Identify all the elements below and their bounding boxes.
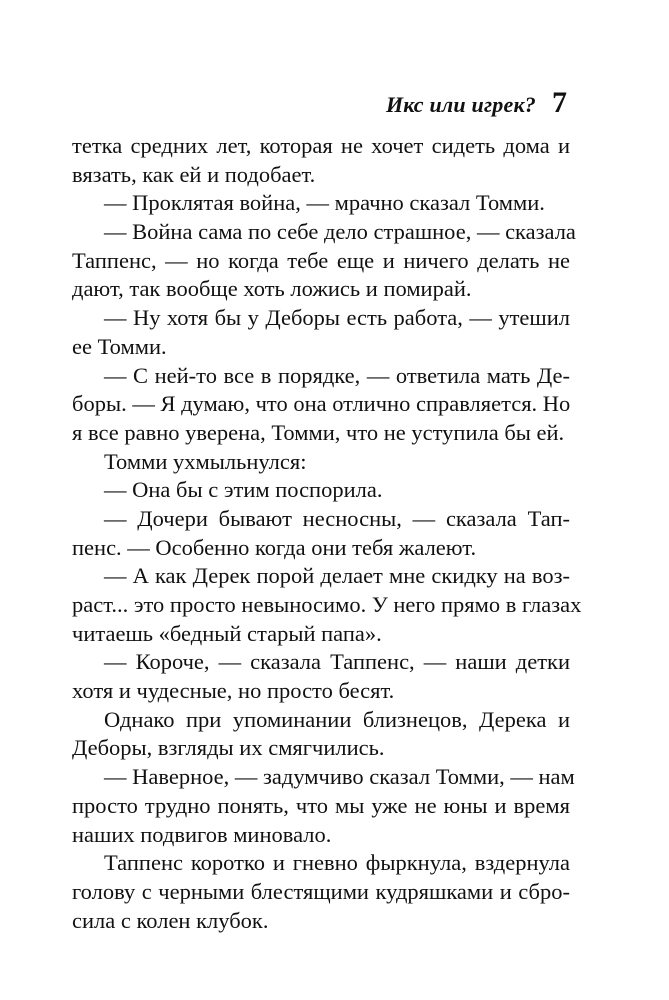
body-text	[72, 132, 582, 935]
text-line: читаешь «бедный старый папа».	[72, 620, 382, 646]
text-line: вязать, как ей и подобает.	[72, 161, 316, 187]
text-line: Таппенс, — но когда тебе еще и ничего делать не	[72, 247, 570, 273]
text-line: раст... это просто невыносимо. У него прямо в глазах	[72, 592, 582, 617]
text-line: — Она бы с этим поспорила.	[104, 477, 383, 503]
text-line: — Ну хотя бы у Деборы есть работа, — утешил	[104, 305, 570, 331]
text-line: голову с черными блестящими кудряшками и сбро-	[72, 878, 570, 904]
page-header	[386, 86, 567, 120]
text-line: Деборы, взгляды их смягчились.	[72, 735, 385, 761]
text-line: просто трудно понять, что мы уже не юны и время	[72, 792, 570, 818]
text-line: наших подвигов миновало.	[72, 821, 332, 847]
text-line: — Проклятая война, — мрачно сказал Томми.	[104, 190, 545, 216]
text-line: тетка средних лет, которая не хочет сидеть дома и	[72, 133, 570, 158]
text-line: хотя и чудесные, но просто бесят.	[72, 678, 395, 704]
text-line: дают, так вообще хоть ложись и помирай.	[72, 276, 472, 302]
text-line: — А как Дерек порой делает мне скидку на воз-	[104, 563, 570, 589]
text-line: Томми ухмыльнулся:	[104, 448, 307, 474]
text-line: — Короче, — сказала Таппенс, — наши детки	[104, 649, 570, 675]
running-title: Икс или игрек?	[385, 92, 536, 117]
text-line: — С ней-то все в порядке, — ответила мать Де-	[104, 362, 570, 388]
text-line: боры. — Я думаю, что она отлично справляется. Но	[72, 391, 571, 417]
text-line: — Война сама по себе дело страшное, — сказала	[104, 219, 576, 245]
text-line: Однако при упоминании близнецов, Дерека и	[104, 706, 570, 732]
text-line: сила с колен клубок.	[72, 907, 269, 933]
text-line: я все равно уверена, Томми, что не уступила бы ей.	[72, 419, 565, 445]
text-line: Таппенс коротко и гневно фыркнула, вздернула	[104, 850, 570, 876]
text-line: — Наверное, — задумчиво сказал Томми, — нам	[104, 764, 575, 790]
text-line: пенс. — Особенно когда они тебя жалеют.	[72, 534, 477, 560]
page-number: 7	[552, 86, 567, 119]
text-line: — Дочери бывают несносны, — сказала Тап-	[104, 505, 570, 531]
text-line: ее Томми.	[72, 333, 167, 359]
